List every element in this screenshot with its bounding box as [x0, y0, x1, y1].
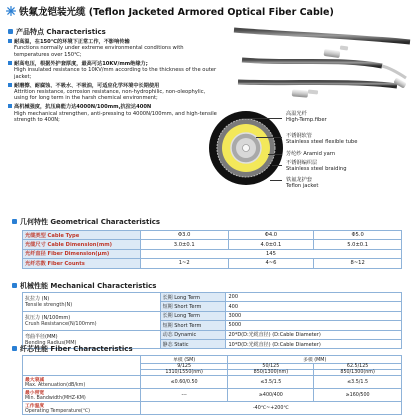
table-cell: Φ3.0: [140, 231, 228, 240]
table-cell: 145: [140, 249, 401, 258]
title-text: 铁氟龙铠装光缆 (Teflon Jacketed Armored Optical Fiber Cable): [19, 7, 334, 18]
table-cell: ≤3.5/1.5: [314, 376, 402, 389]
sub-label: 长期 Long Term: [160, 311, 226, 320]
page-title: [6, 4, 334, 18]
table-cell: -40℃~+200℃: [140, 402, 401, 415]
table-cell: 8~12: [314, 259, 402, 268]
table-row: [23, 231, 402, 240]
mechanical-heading: 机械性能 Mechanical Characteristics: [12, 281, 156, 291]
table-row: [23, 311, 402, 320]
table-row: [23, 330, 402, 339]
sub-label: 长期 Long Term: [160, 293, 226, 302]
leader-line: [242, 118, 282, 119]
wavelength: 850/1300(nm): [228, 370, 314, 376]
wavelength: 850/1300(nm): [314, 370, 402, 376]
cable-product-image: [232, 20, 412, 106]
mm-header: 多模 (MM): [228, 356, 402, 364]
table-cell: 1~2: [140, 259, 228, 268]
section-bullet-icon: [8, 29, 13, 34]
characteristics-heading: 产品特点 Characteristics: [8, 27, 106, 37]
leader-line: [268, 154, 282, 155]
mechanical-table: [22, 292, 402, 349]
row-label: 最小带宽 Min. Bandwidth(MHZ-KM): [23, 389, 141, 402]
fiber-table: [22, 355, 402, 415]
cable-cross-section-diagram: [206, 108, 286, 188]
fiber-heading: 纤芯性能 Fiber Characteristics: [12, 344, 133, 354]
table-cell: Φ5.0: [314, 231, 402, 240]
row-label: 光纤直径 Fiber Dimension(μm): [23, 249, 141, 258]
row-label: 抗压力 (N/100mm) Crush Resistance(N/100mm): [23, 311, 161, 330]
table-cell: ≤3.5/1.5: [228, 376, 314, 389]
section-bullet-icon: [12, 346, 17, 351]
table-row: [23, 259, 402, 268]
table-cell: 4~6: [228, 259, 314, 268]
fiber-type: 62.5/125: [314, 364, 402, 370]
table-cell: 4.0±0.1: [228, 240, 314, 249]
row-label: 光纤芯数 Fiber Counts: [23, 259, 141, 268]
feature-item: 高机械强度，抗压扁能力达4000N/100mm,抗拉达400N High mechanical strengthen, anti-pressing to 4000N/100mm, and high-tensile strength to 400N;: [8, 104, 218, 123]
table-cell: 3.0±0.1: [140, 240, 228, 249]
table-cell: 5000: [226, 321, 402, 330]
sm-header: 单模 (SM): [140, 356, 228, 364]
snowflake-icon: [6, 6, 16, 16]
bullet-icon: [8, 61, 12, 65]
table-cell: ≥160/500: [314, 389, 402, 402]
table-row: [23, 402, 402, 415]
row-label: 工作温度 Operating Temperature(℃): [23, 402, 141, 415]
table-row: [23, 389, 402, 402]
bullet-icon: [8, 39, 12, 43]
table-row: [23, 376, 402, 389]
sub-label: 短期 Short Term: [160, 321, 226, 330]
bullet-icon: [8, 104, 12, 108]
table-cell: ≤0.60/0.50: [140, 376, 228, 389]
row-label: 弯曲半径(MM) Bending Radius(MM): [23, 330, 161, 349]
geometrical-table: [22, 230, 402, 269]
table-row: [23, 293, 402, 302]
fiber-type: 9/125: [140, 364, 228, 370]
section-bullet-icon: [12, 283, 17, 288]
legend-item: 高温光纤 High-Temp.fiber: [286, 111, 327, 124]
legend-item: 铁氟龙护套 Teflon jacket: [286, 177, 319, 190]
table-cell: 10*D(D:光缆直径) (D:Cable Diameter): [226, 339, 402, 348]
table-row: [23, 249, 402, 258]
feature-item: 耐磨擦、耐腐蚀、不吸水、不吸油，可适应化学环境中长期使用 Attrition resistance, corrosion resistance, non-hydrophilic, non-oleophylic, using for long term in the harsh chemical environment;: [8, 83, 218, 102]
table-cell: 5.0±0.1: [314, 240, 402, 249]
legend-item: 不锈钢软管 Stainless steel flexible tube: [286, 133, 358, 146]
wavelength: 1310/1550(nm): [140, 370, 228, 376]
leader-line: [256, 137, 282, 138]
row-label: 光缆类型 Cable Type: [23, 231, 141, 240]
table-cell: 3000: [226, 311, 402, 320]
table-cell: Φ4.0: [228, 231, 314, 240]
legend-item: 芳纶纱 Aramid yarn: [286, 151, 336, 157]
row-label: 最大衰减 Max. Attenuation(dB/km): [23, 376, 141, 389]
table-cell: ---: [140, 389, 228, 402]
row-label: 抗拉力 (N) Tensile strength(N): [23, 293, 161, 312]
section-bullet-icon: [12, 219, 17, 224]
table-cell: 200: [226, 293, 402, 302]
leader-line: [272, 165, 282, 166]
fiber-type: 50/125: [228, 364, 314, 370]
sub-label: 静态 Static: [160, 339, 226, 348]
feature-item: 耐高温，在150℃的环境下正常工作，不影响传输 Functions normally under extreme environmental conditions with temperatures over 150℃;: [8, 39, 218, 58]
feature-item: 耐高电压，根据外护套厚度，最高可达10KV/mm绝缘力; High insulated resistance to 10KV/mm according to the thickness of the outer jacket;: [8, 61, 218, 80]
table-cell: 20*D(D:光缆直径) (D:Cable Diameter): [226, 330, 402, 339]
table-cell: 400: [226, 302, 402, 311]
cross-section-legend: [286, 108, 416, 192]
row-label: 光缆尺寸 Cable Dimension(mm): [23, 240, 141, 249]
legend-item: 不锈钢编织层 Stainless steel braiding: [286, 160, 347, 173]
geometrical-heading: 几何特性 Geometrical Characteristics: [12, 217, 160, 227]
empty-cell: [23, 356, 141, 376]
table-row: [23, 240, 402, 249]
bullet-icon: [8, 83, 12, 87]
sub-label: 短期 Short Term: [160, 302, 226, 311]
characteristics-list: [8, 39, 218, 126]
table-row: [23, 356, 402, 364]
leader-line: [270, 180, 282, 181]
sub-label: 动态 Dynamic: [160, 330, 226, 339]
table-cell: ≥400/400: [228, 389, 314, 402]
